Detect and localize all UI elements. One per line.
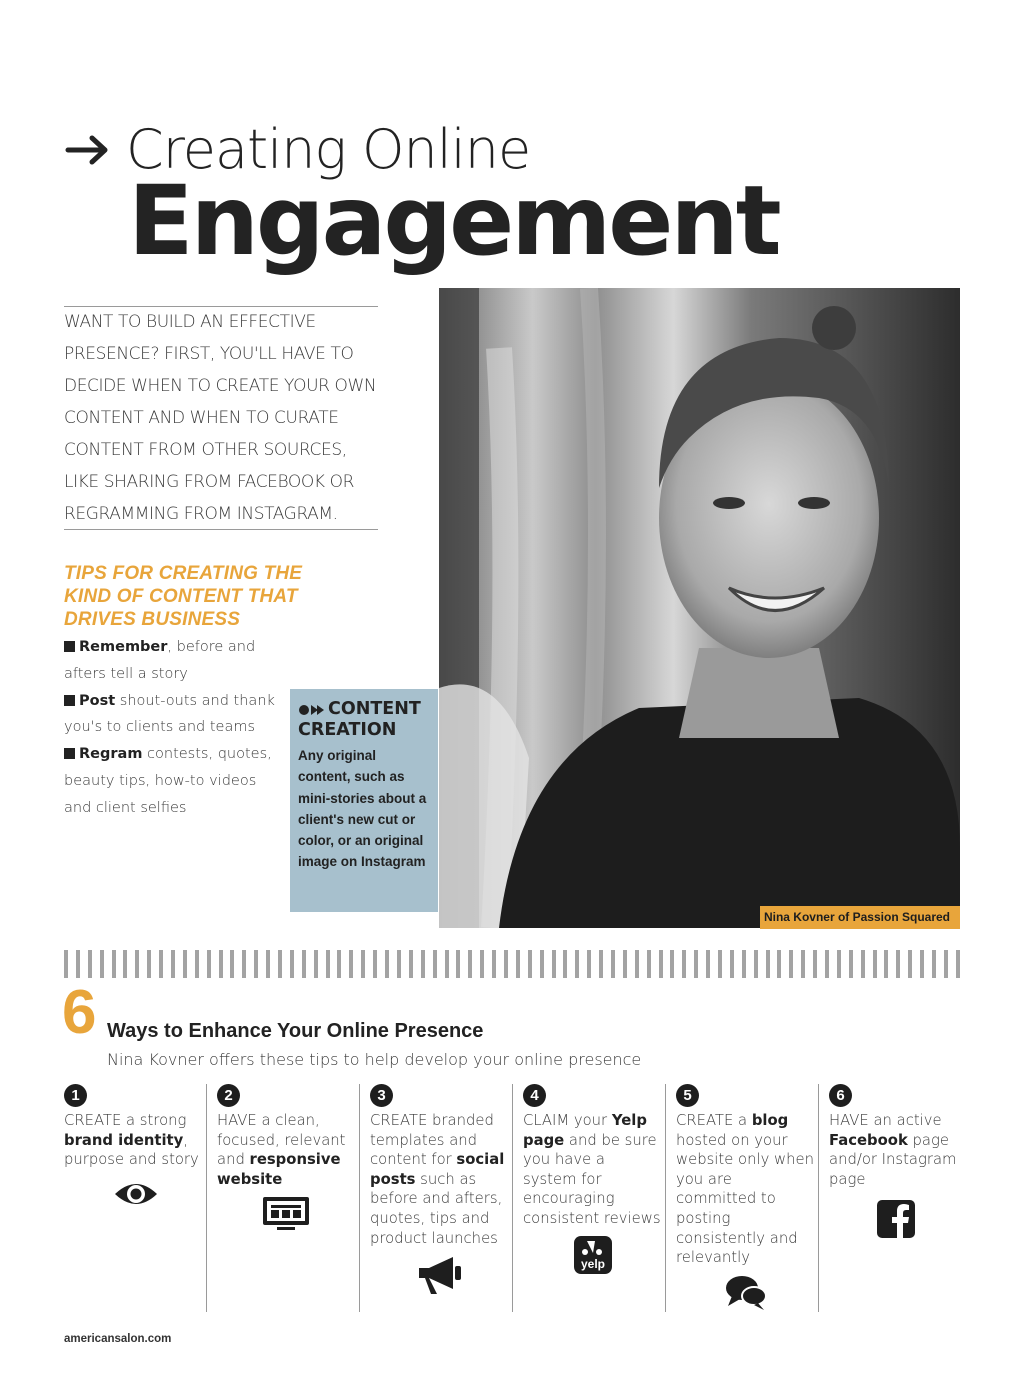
way-column-3 <box>359 1084 509 1312</box>
divider-bar <box>337 950 341 978</box>
intro-text: WANT TO BUILD AN EFFECTIVE PRESENCE? FIRST, YOU'LL HAVE TO DECIDE WHEN TO CREATE YOUR OWN CONTENT AND WHEN TO CURATE CONTENT FROM OTHER SOURCES, LIKE SHARING FROM FACEBOOK OR REGRAMMING FROM INSTAGRAM. <box>64 312 377 524</box>
arrow-bullet-icon <box>298 703 324 717</box>
divider-bar <box>361 950 365 978</box>
portrait-illustration <box>439 288 960 928</box>
content-creation-body: Any original content, such as mini-stories about a client's new cut or color, or an original image on Instagram <box>298 748 427 870</box>
eye-icon <box>113 1178 159 1210</box>
divider-bar <box>266 950 270 978</box>
divider-bar <box>682 950 686 978</box>
content-creation-box <box>290 689 438 912</box>
divider-bar <box>516 950 520 978</box>
divider-bar <box>456 950 460 978</box>
tip-bold: Remember <box>79 639 168 655</box>
divider-bar <box>611 950 615 978</box>
divider-bar <box>754 950 758 978</box>
divider-bar <box>766 950 770 978</box>
tip-text: , before and afters tell a story <box>64 639 256 682</box>
way-column-5 <box>665 1084 815 1312</box>
way-text: HAVE a clean, focused, relevant and responsive website <box>217 1112 346 1188</box>
portrait-photo <box>439 288 960 928</box>
title-text-1: Creating Online <box>126 118 531 181</box>
divider-bar <box>76 950 80 978</box>
facebook-icon <box>876 1199 916 1239</box>
divider-bar <box>468 950 472 978</box>
way-text: CLAIM your Yelp page and be sure you have a system for encouraging consistent reviews <box>523 1112 661 1227</box>
tip-bold: Regram <box>79 746 143 763</box>
divider-bar <box>730 950 734 978</box>
divider-bar <box>195 950 199 978</box>
divider-bar <box>718 950 722 978</box>
divider-bar <box>777 950 781 978</box>
divider-bar <box>147 950 151 978</box>
divider-bar <box>445 950 449 978</box>
divider-bar <box>825 950 829 978</box>
svg-text:yelp: yelp <box>580 1256 605 1271</box>
divider-bar <box>397 950 401 978</box>
divider-bar <box>789 950 793 978</box>
tip-text: contests, quotes, beauty tips, how-to videos and client selfies <box>64 746 272 816</box>
divider-bar <box>88 950 92 978</box>
divider-bar <box>861 950 865 978</box>
content-creation-title <box>298 699 430 741</box>
divider-bars <box>64 950 960 978</box>
tip-item <box>64 634 284 688</box>
number-badge: 2 <box>217 1084 240 1107</box>
divider-bar <box>373 950 377 978</box>
divider-bar <box>552 950 556 978</box>
footer-url: americansalon.com <box>64 1333 172 1345</box>
divider-bar <box>623 950 627 978</box>
divider-bar <box>278 950 282 978</box>
ways-title: Ways to Enhance Your Online Presence <box>107 1020 484 1042</box>
divider-bar <box>647 950 651 978</box>
divider-bar <box>421 950 425 978</box>
tips-heading: TIPS FOR CREATING THE KIND OF CONTENT THAT DRIVES BUSINESS <box>64 563 303 630</box>
divider-bar <box>575 950 579 978</box>
square-bullet-icon <box>64 695 75 706</box>
divider-bar <box>528 950 532 978</box>
divider-bar <box>694 950 698 978</box>
divider-bar <box>920 950 924 978</box>
divider-bar <box>908 950 912 978</box>
divider-bar <box>956 950 960 978</box>
divider-bar <box>896 950 900 978</box>
way-column-6 <box>818 1084 962 1312</box>
divider-bar <box>64 950 68 978</box>
number-badge: 3 <box>370 1084 393 1107</box>
divider-bar <box>837 950 841 978</box>
divider-bar <box>635 950 639 978</box>
chat-bubbles-icon <box>724 1274 768 1312</box>
divider-bar <box>242 950 246 978</box>
six-number: 6 <box>62 978 97 1047</box>
divider-bar <box>100 950 104 978</box>
yelp-icon <box>573 1235 613 1275</box>
divider-bar <box>706 950 710 978</box>
divider-bar <box>813 950 817 978</box>
square-bullet-icon <box>64 748 75 759</box>
divider-bar <box>183 950 187 978</box>
divider-bar <box>540 950 544 978</box>
way-text: CREATE a blog hosted on your website only when you are committed to posting consistently and relevantly <box>676 1112 814 1267</box>
divider-bar <box>159 950 163 978</box>
content-creation-title-line2: CREATION <box>298 720 397 740</box>
divider-bar <box>670 950 674 978</box>
divider-bar <box>409 950 413 978</box>
divider-bar <box>659 950 663 978</box>
divider-bar <box>492 950 496 978</box>
divider-bar <box>219 950 223 978</box>
divider-bar <box>135 950 139 978</box>
photo-caption: Nina Kovner of Passion Squared <box>760 906 960 929</box>
megaphone-icon <box>415 1254 465 1296</box>
divider-bar <box>112 950 116 978</box>
intro-bottom-rule <box>64 529 378 530</box>
number-badge: 6 <box>829 1084 852 1107</box>
ways-subtitle: Nina Kovner offers these tips to help develop your online presence <box>107 1050 642 1069</box>
divider-bar <box>171 950 175 978</box>
number-badge: 1 <box>64 1084 87 1107</box>
way-column-1 <box>64 1084 208 1312</box>
tips-list <box>64 634 284 822</box>
number-badge: 4 <box>523 1084 546 1107</box>
tip-bold: Post <box>79 692 116 709</box>
divider-bar <box>207 950 211 978</box>
tip-item <box>64 688 284 742</box>
divider-bar <box>254 950 258 978</box>
way-text: CREATE branded templates and content for social posts such as before and afters, quotes, tips and product launches <box>370 1112 505 1247</box>
number-badge: 5 <box>676 1084 699 1107</box>
tip-text: shout-outs and thank you's to clients and teams <box>64 692 275 736</box>
way-text: HAVE an active Facebook page and/or Instagram page <box>829 1112 957 1188</box>
monitor-icon <box>261 1195 311 1233</box>
divider-bar <box>433 950 437 978</box>
divider-bar <box>563 950 567 978</box>
divider-bar <box>884 950 888 978</box>
divider-bar <box>302 950 306 978</box>
tip-item <box>64 741 284 821</box>
way-column-2 <box>206 1084 354 1312</box>
divider-bar <box>123 950 127 978</box>
title-line2: Engagement <box>128 165 779 277</box>
divider-bar <box>873 950 877 978</box>
divider-bar <box>230 950 234 978</box>
divider-bar <box>801 950 805 978</box>
divider-bar <box>349 950 353 978</box>
divider-bar <box>314 950 318 978</box>
content-creation-title-line1: CONTENT <box>328 699 421 719</box>
divider-bar <box>932 950 936 978</box>
divider-bar <box>504 950 508 978</box>
divider-bar <box>385 950 389 978</box>
divider-bar <box>480 950 484 978</box>
divider-bar <box>290 950 294 978</box>
divider-bar <box>742 950 746 978</box>
divider-bar <box>326 950 330 978</box>
divider-bar <box>944 950 948 978</box>
divider-bar <box>587 950 591 978</box>
divider-bar <box>599 950 603 978</box>
square-bullet-icon <box>64 641 75 652</box>
way-column-4 <box>512 1084 662 1312</box>
way-text: CREATE a strong brand identity, purpose and story <box>64 1112 199 1169</box>
divider-bar <box>849 950 853 978</box>
arrow-right-icon <box>64 130 112 170</box>
